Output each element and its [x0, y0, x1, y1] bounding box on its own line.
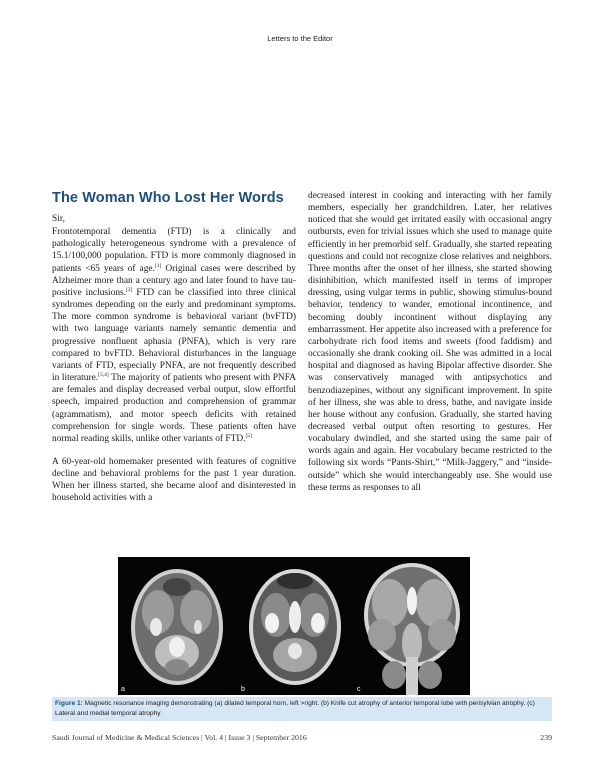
panel-label: b: [241, 686, 245, 693]
panel-label: a: [121, 686, 125, 693]
citation-ref[interactable]: [3,4]: [98, 371, 109, 378]
mri-coronal-image-c: [354, 557, 470, 695]
article-title: The Woman Who Lost Her Words: [52, 190, 284, 206]
citation-ref[interactable]: [2]: [126, 286, 133, 293]
running-header: Letters to the Editor: [267, 34, 333, 43]
journal-info: Saudi Journal of Medicine & Medical Sciences | Vol. 4 | Issue 3 | September 2016: [52, 733, 307, 742]
mri-panel-b: [238, 557, 352, 695]
salutation: Sir,: [52, 214, 65, 224]
figure-caption: [55, 699, 549, 718]
mri-panel-a: [118, 557, 236, 695]
mri-axial-image-b: [238, 557, 352, 695]
citation-ref[interactable]: [1]: [154, 262, 162, 269]
left-column: [52, 213, 296, 505]
page-footer: [52, 733, 552, 742]
mri-figure: [118, 557, 470, 695]
panel-label: c: [357, 686, 361, 693]
case-paragraph: A 60-year-old homemaker presented with features of cognitive decline and behavioral problems for the past 1 year duration. When her illness started, she became aloof and disinterested in household activities with a: [52, 456, 296, 504]
right-column: [308, 190, 552, 494]
page-number: 239: [540, 733, 552, 742]
caption-text: Magnetic resonance imaging demonstrating (a) dilated temporal horn, left >right. (b) Knife cut atrophy of anterior temporal lobe with perisylvian atrophy. (c) Lateral and medial temporal atrophy: [55, 700, 535, 717]
citation-ref[interactable]: [5]: [245, 432, 252, 439]
intro-paragraph: Frontotemporal dementia (FTD) is a clinically and pathologically heterogeneous syndrome with a prevalence of 15.1/100,000 population. FTD is more commonly diagnosed in patients <65 years of age.[1] Original cases were described by Alzheimer more than a century ago and later found to have tau-positive inclusions.[2] FTD can be classified into three clinical syndromes depending on the early and predominant symptoms. The more common syndrome is behavioral variant (bvFTD) with two language variants namely semantic dementia and progressive nonfluent aphasia (PNFA), which is very rare compared to bvFTD. Behavioral disturbances in the language variants of FTD, especially PNFA, are not frequently described in literature.[3,4] The majority of patients who present with PNFA are females and display decreased verbal output, slow effortful speech, impaired production and comprehension of grammar (agrammatism), and motor speech deficits with retained comprehension for single words. These patients often have normal reading skills, unlike other variants of FTD.[5]: [52, 227, 296, 444]
caption-label: Figure 1:: [55, 700, 83, 707]
case-continued-paragraph: decreased interest in cooking and interacting with her family members, especially her grandchildren. Later, her relatives noticed that she would get irritated easily with occasional angry outbursts, even for trivial issues which she used to manage quite efficiently in her premorbid self. Gradually, she started repeating questions and could not recognize close relatives and neighbors. Three months after the onset of her illness, she started showing disinhibition, which manifested itself in terms of improper dressing, using vulgar terms in public, showing stimulus-bound behavior, tendency to wander, emotional incontinence, and becoming doubly incontinent without displaying any embarrassment. Her appetite also increased with a preference for carbohydrate rich food items and sweets (food faddism) and occasionally she drank cooking oil. She was admitted in a local hospital and diagnosed as having Bipolar affective disorder. She was conservatively managed with antipsychotics and benzodiazepines, without any significant improvement. In spite of her illness, she was able to dress, bathe, and navigate inside her house without any confusion. Gradually, she started having decreased verbal output often resorting to gestures. Her vocabulary dwindled, and she started using the same pair of words again and again. Her vocabulary became restricted to the following six words “Pants-Shirt,” “Milk-Jaggery,” and “inside-outside” which she would interchangeably use. She would use these terms as responses to all: [308, 191, 552, 493]
mri-panel-c: [354, 557, 470, 695]
mri-axial-image-a: [118, 557, 236, 695]
